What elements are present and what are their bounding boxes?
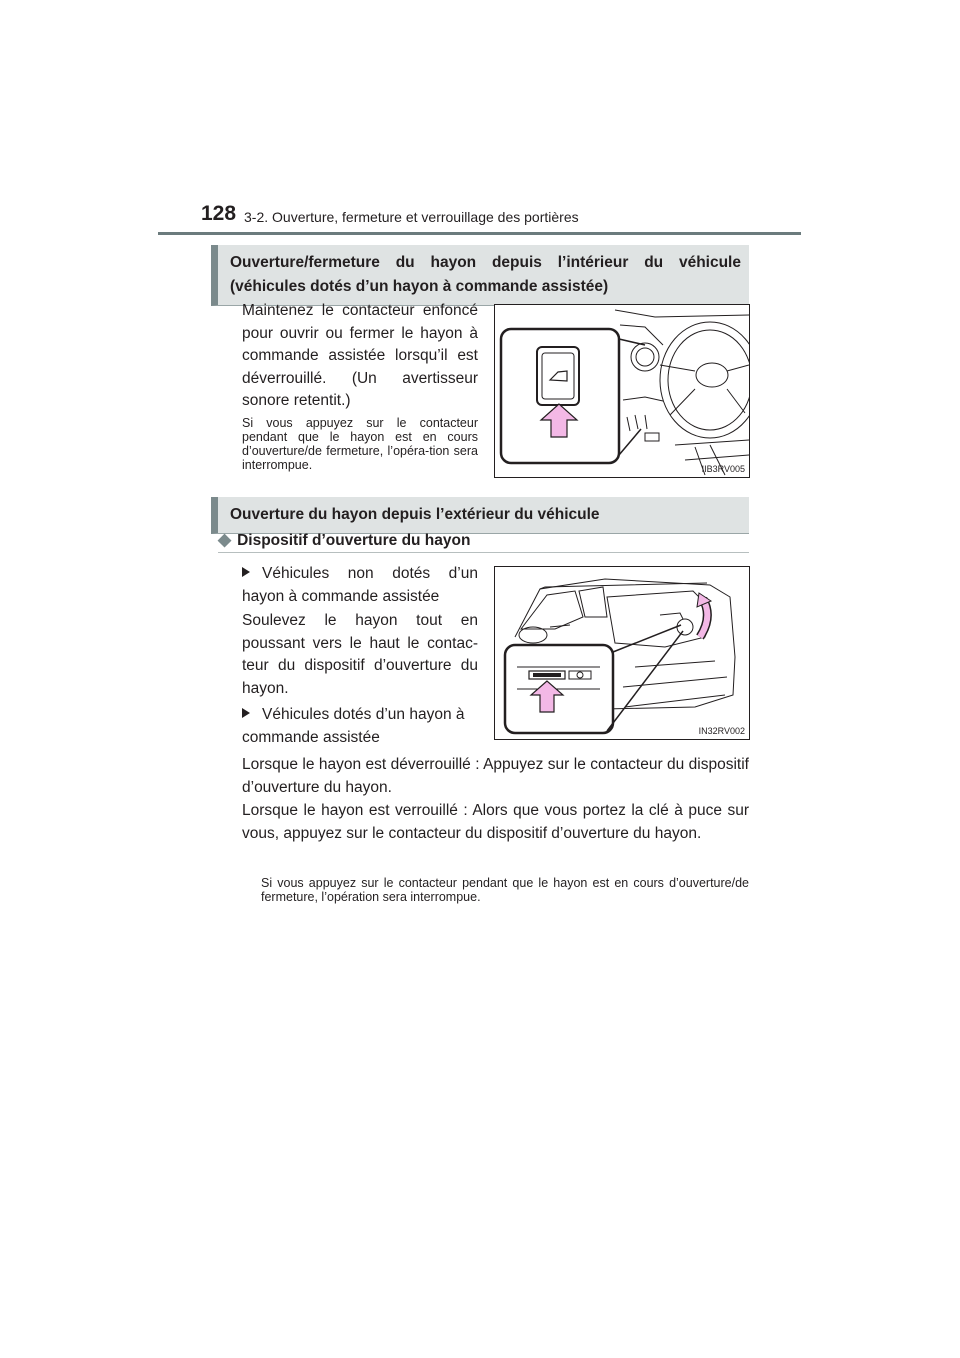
diamond-icon: ◆ <box>218 530 232 549</box>
subheading-rule <box>218 552 749 553</box>
section-heading-exterior: Ouverture du hayon depuis l’extérieur du véhicule <box>211 497 749 534</box>
car-rear-illustration <box>495 567 749 739</box>
triangle-bullet-icon <box>242 708 250 718</box>
subheading-opener <box>218 530 470 550</box>
unlocked-instruction-text: Lorsque le hayon est déverrouillé : Appuyez sur le contacteur du dispositif d’ouverture du hayon. <box>242 756 749 796</box>
exterior-opener-figure <box>494 566 750 740</box>
figure-code: IIB3RV005 <box>701 464 745 474</box>
interior-switch-figure <box>494 304 750 478</box>
bullet-no-power-text: Véhicules non dotés d’un hayon à commande assistée <box>242 565 478 605</box>
locked-instruction-text: Lorsque le hayon est verrouillé : Alors que vous portez la clé à puce sur vous, appuyez sur le contacteur du dispositif d’ouverture du hayon. <box>242 802 749 842</box>
chapter-title: 3-2. Ouverture, fermeture et verrouillage des portières <box>244 209 579 225</box>
section-heading-interior: Ouverture/fermeture du hayon depuis l’intérieur du véhicule (véhicules dotés d’un hayon à commande assistée) <box>211 245 749 306</box>
interior-note-text: Si vous appuyez sur le contacteur pendant que le hayon est en cours d’ouverture/de fermeture, l’opéra-tion sera interrompue. <box>242 416 478 472</box>
interior-instruction-text: Maintenez le contacteur enfoncé pour ouvrir ou fermer le hayon à commande assistée lorsqu’il est déverrouillé. (Un avertisseur sonore retentit.) <box>242 302 478 409</box>
triangle-bullet-icon <box>242 567 250 577</box>
bullet-power-text: Véhicules dotés d’un hayon à commande assistée <box>242 706 465 746</box>
bullet-power <box>242 704 478 749</box>
exterior-note-text: Si vous appuyez sur le contacteur pendant que le hayon est en cours d’ouverture/de fermeture, l’opération sera interrompue. <box>261 876 749 904</box>
subheading-text: Dispositif d’ouverture du hayon <box>237 532 471 549</box>
figure-code: IN32RV002 <box>698 726 745 736</box>
bullet-no-power <box>242 563 478 608</box>
dashboard-illustration <box>495 305 749 477</box>
header-rule <box>158 232 801 235</box>
page-number: 128 <box>201 202 237 225</box>
exterior-instruction-text: Soulevez le hayon tout en poussant vers le haut le contac-teur du dispositif d’ouverture du hayon. <box>242 612 478 697</box>
